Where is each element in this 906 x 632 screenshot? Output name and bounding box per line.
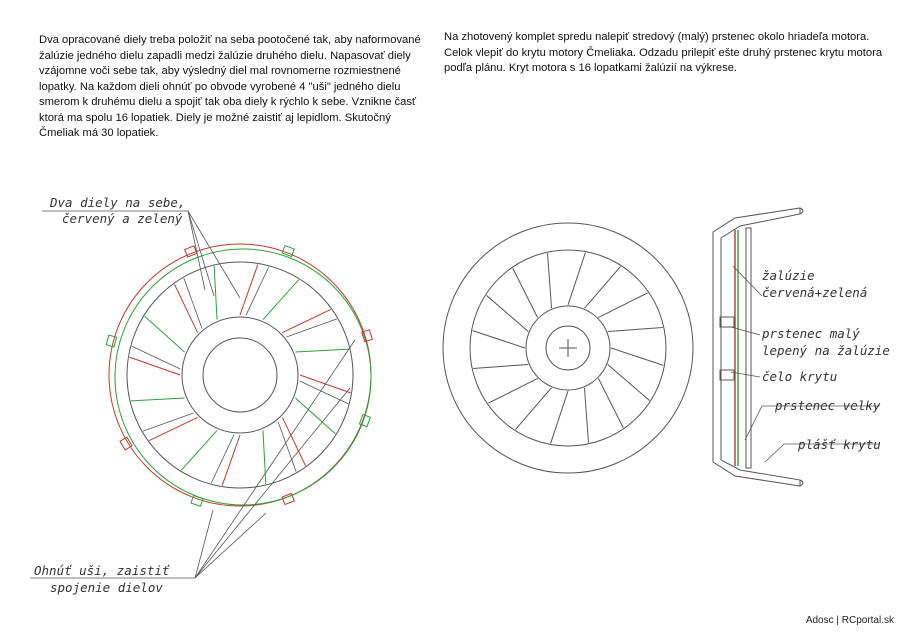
- louvre: [548, 253, 552, 308]
- left-view-overlapped-parts: [106, 244, 372, 506]
- label-cover-face: čelo krytu: [762, 369, 838, 384]
- label-two-parts-2: červený a zelený: [62, 211, 183, 226]
- louvre: [598, 293, 647, 318]
- instructions-right: Na zhotovený komplet spredu nalepiť stredový (malý) prstenec okolo hriadeľa motora. Celok vlepiť do krytu motory Čmeliaka. Odzadu prilepiť ešte druhý prstenec krytu motora podľa plánu. Kryt motora s 16 lopatkami žalúzií na výkrese.: [444, 31, 883, 74]
- shaft-hole: [203, 338, 277, 412]
- label-bend-tabs-2: spojenie dielov: [50, 580, 163, 595]
- louvre-red: [149, 417, 197, 440]
- louvre-green: [145, 316, 185, 352]
- inner-rim: [127, 262, 353, 488]
- label-louvres-2: červená+zelená: [762, 285, 868, 300]
- louvre: [568, 253, 585, 305]
- louvre-red: [222, 435, 240, 486]
- small-ring-section-top: [720, 317, 734, 327]
- label-louvres-1: žalúzie: [762, 268, 815, 283]
- louvre: [513, 268, 538, 317]
- louvre-green: [295, 398, 335, 434]
- middle-view-assembled-cover: [443, 223, 693, 473]
- louvre: [584, 266, 620, 308]
- outer-rim-green: [115, 249, 371, 505]
- louvre: [608, 364, 650, 400]
- louvre: [486, 295, 528, 331]
- tab-ear: [106, 335, 116, 347]
- louvre-edge: [211, 435, 234, 484]
- tab-ear: [362, 330, 373, 342]
- tab-ear: [191, 495, 203, 506]
- large-ring-section: [746, 228, 751, 468]
- louvre: [488, 378, 537, 403]
- label-cover-shell: plášť krytu: [798, 437, 881, 452]
- louvre-edge: [300, 381, 349, 404]
- louvre: [515, 388, 551, 430]
- louvre-edge: [184, 278, 202, 328]
- louvre-green: [131, 398, 185, 401]
- louvre: [611, 348, 663, 365]
- credit: Adosc | RCportal.sk: [805, 615, 894, 626]
- louvre-red: [129, 357, 180, 375]
- louvre: [608, 328, 663, 332]
- louvre-edge: [246, 267, 269, 316]
- small-ring-section-bottom: [720, 370, 734, 380]
- louvre: [598, 378, 623, 427]
- louvre-edge: [143, 413, 193, 431]
- instructions-left: Dva opracované diely treba položiť na seba pootočené tak, aby naformované žalúzie jedného dielu zapadli medzi žalúzie druhého dielu. Napasovať diely vzájomne voči sebe tak, aby výsledný diel mal rovnomerne rozmiestnené lopatky. Na každom dieli ohnúť po obvode vyrobené 4 "uši" jedného dielu smerom k druhému dielu a spojiť tak oba diely k rýchlo k sebe. Vznikne časť ktorá ma spolu 16 lopatiek. Diely je možné zaistiť aj lepidlom. Skutočný Čmeliak má 30 lopatiek.: [39, 34, 421, 139]
- louvre-edge: [286, 319, 336, 337]
- hub-ring: [182, 317, 298, 433]
- louvre-green: [181, 430, 217, 470]
- louvre: [551, 391, 568, 443]
- label-small-ring-2: lepený na žalúzie: [762, 343, 890, 358]
- louvre: [473, 364, 528, 368]
- louvre-green: [295, 349, 349, 352]
- louvre-red: [282, 417, 305, 465]
- label-two-parts-1: Dva diely na sebe,: [50, 195, 186, 210]
- louvre-green: [263, 280, 299, 320]
- tab-ear: [282, 245, 294, 256]
- label-large-ring: prstenec velky: [775, 398, 881, 413]
- louvre-edge: [278, 421, 296, 471]
- louvre-red: [174, 284, 197, 332]
- louvre-green: [214, 266, 217, 320]
- tab-ear: [282, 493, 294, 504]
- louvre-red: [240, 264, 258, 315]
- label-small-ring-1: prstenec malý: [762, 326, 860, 341]
- louvre-red: [282, 309, 330, 332]
- louvre-edge: [132, 346, 181, 369]
- louvre: [473, 331, 525, 348]
- louvre: [584, 388, 588, 443]
- label-bend-tabs-1: Ohnúť uši, zaistiť: [34, 563, 170, 578]
